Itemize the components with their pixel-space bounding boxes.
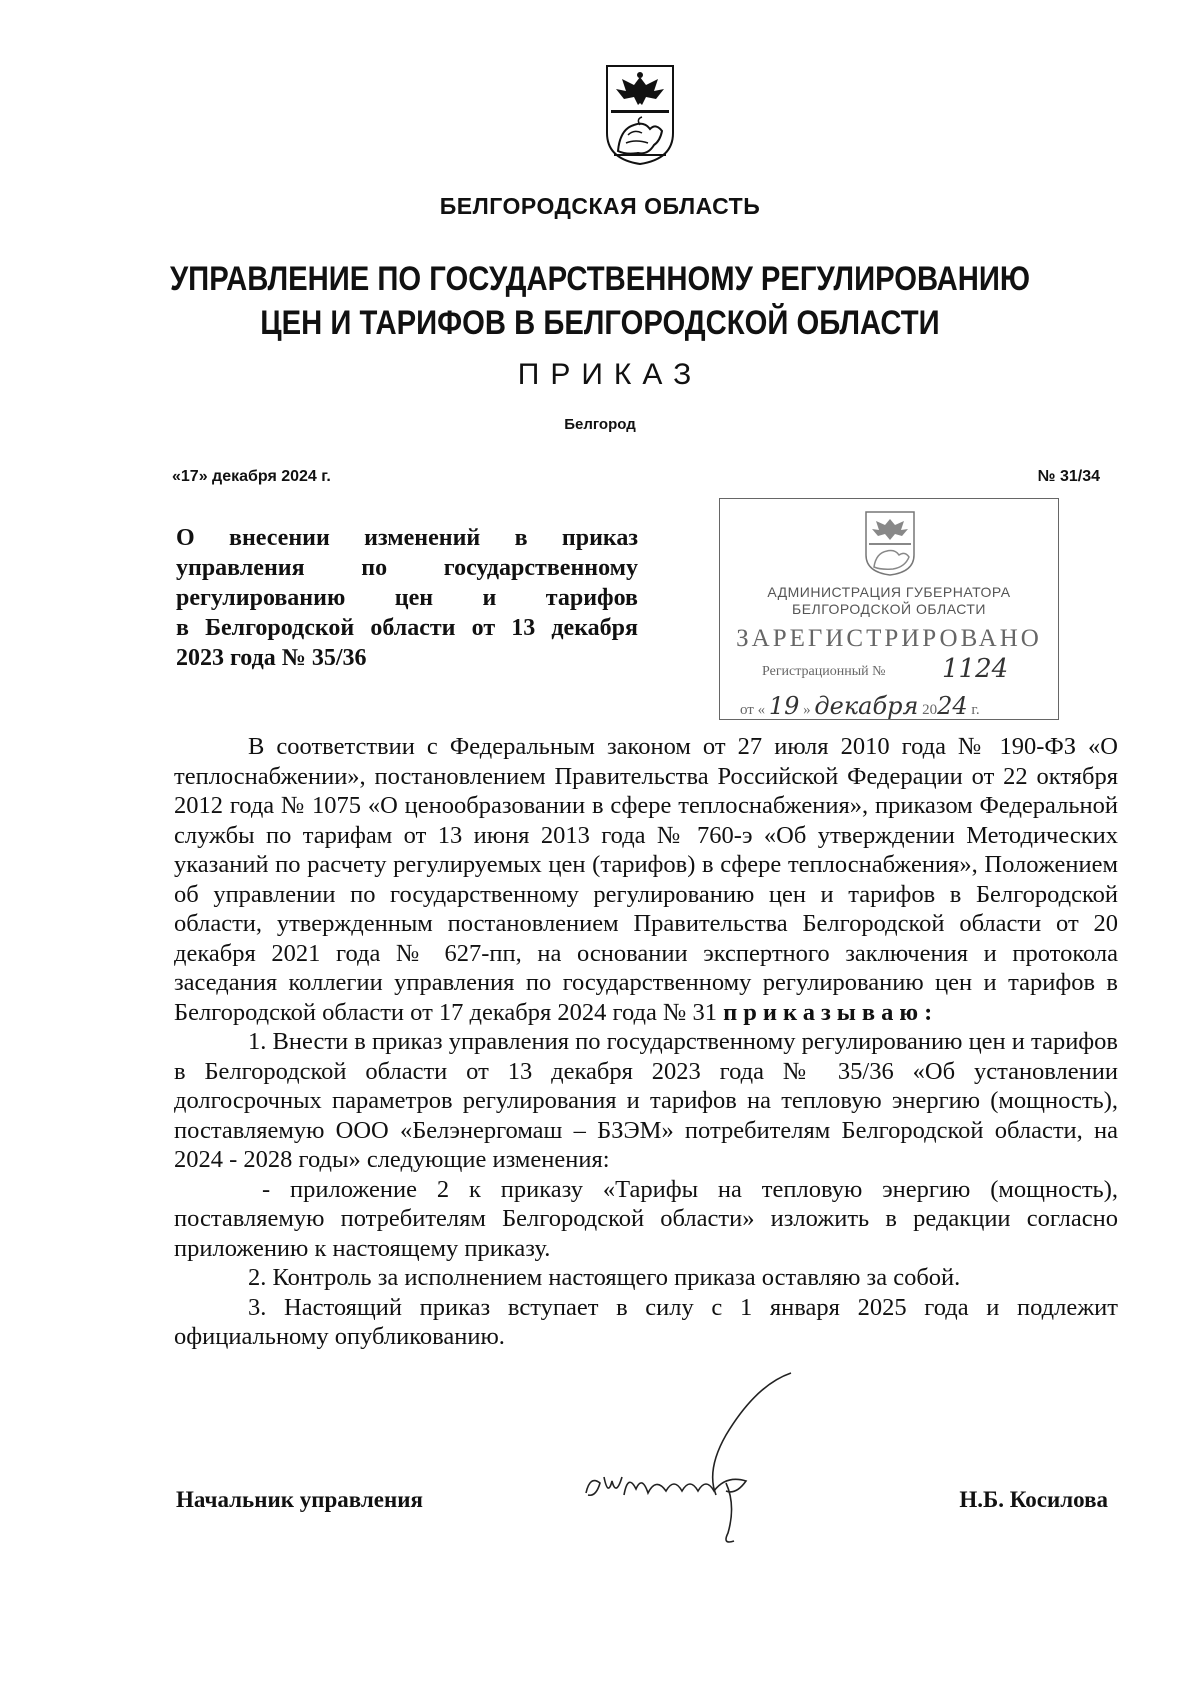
subject-line: в Белгородской области от 13 декабря: [176, 615, 638, 641]
signer-name: Н.Б. Косилова: [959, 1487, 1108, 1512]
agency-name-line2: ЦЕН И ТАРИФОВ В БЕЛГОРОДСКОЙ ОБЛАСТИ: [260, 304, 940, 342]
body-preamble: [174, 732, 1118, 1027]
stamp-registration-number: 1124: [942, 654, 1009, 684]
agency-name-line1: УПРАВЛЕНИЕ ПО ГОСУДАРСТВЕННОМУ РЕГУЛИРОВАНИЮ: [169, 260, 1031, 298]
region-title: БЕЛГОРОДСКАЯ ОБЛАСТЬ: [439, 193, 761, 219]
stamp-registration-label: Регистрационный №: [762, 664, 886, 679]
document-body: [174, 732, 1118, 1352]
document-type: ПРИКАЗ: [517, 358, 703, 391]
agency-name: [84, 257, 1116, 345]
subject-line: регулированию цен и тарифов: [176, 585, 638, 611]
subject-line: 2023 года № 35/36: [176, 645, 367, 671]
registration-stamp: [719, 498, 1059, 720]
body-item-1-sub: - приложение 2 к приказу «Тарифы на тепловую энергию (мощность), поставляемую потребителям Белгородской области» изложить в редакции согласно приложению к настоящему приказу.: [174, 1175, 1118, 1262]
stamp-emblem-icon: [863, 509, 917, 577]
stamp-day: 19: [768, 692, 800, 720]
document-subject: [176, 523, 638, 673]
handwritten-signature: [576, 1365, 876, 1565]
document-number: № 31/34: [1037, 468, 1100, 485]
stamp-month: декабря: [814, 692, 919, 720]
signer-title: Начальник управления: [176, 1487, 423, 1512]
body-item-2: 2. Контроль за исполнением настоящего приказа оставляю за собой.: [248, 1264, 961, 1291]
stamp-year-end: г.: [971, 702, 980, 718]
stamp-authority-line2: БЕЛГОРОДСКОЙ ОБЛАСТИ: [792, 601, 986, 617]
document-city: Белгород: [564, 416, 636, 433]
preamble-text: В соответствии с Федеральным законом от 27 июля 2010 года № 190-ФЗ «О теплоснабжении», постановлением Правительства Российской Федерации от 22 октября 2012 года № 1075 «О ценообразовании в сфере теплоснабжения», приказом Федеральной службы по тарифам от 13 июня 2013 года № 760-э «Об утверждении Методических указаний по расчету регулируемых цен (тарифов) в сфере теплоснабжения», Положением об управлении по государственному регулированию цен и тарифов в Белгородской области, утвержденным постановлением Правительства Белгородской области от 20 декабря 2021 года № 627-пп, на основании экспертного заключения и протокола заседания коллегии управления по государственному регулированию цен и тарифов в Белгородской области от 17 декабря 2024 года № 31: [174, 733, 1118, 1026]
stamp-registered-label: ЗАРЕГИСТРИРОВАНО: [736, 625, 1042, 652]
coat-of-arms-emblem: [604, 63, 676, 167]
stamp-year-suffix: 24: [937, 692, 968, 720]
body-item-3: 3. Настоящий приказ вступает в силу с 1 января 2025 года и подлежит официальному опубликованию.: [174, 1293, 1118, 1350]
body-item-1: 1. Внести в приказ управления по государственному регулированию цен и тарифов в Белгородской области от 13 декабря 2023 года № 35/36 «Об установлении долгосрочных параметров регулирования и тарифов на тепловую энергию (мощность), поставляемую ООО «Белэнергомаш – БЗЭМ» потребителям Белгородской области, на 2024 - 2028 годы» следующие изменения:: [174, 1028, 1118, 1173]
subject-line: О внесении изменений в приказ: [176, 525, 638, 551]
stamp-date-prefix: от «: [740, 702, 766, 718]
subject-line: управления по государственному: [176, 555, 638, 581]
document-date: «17» декабря 2024 г.: [172, 468, 331, 485]
stamp-authority-line1: АДМИНИСТРАЦИЯ ГУБЕРНАТОРА: [767, 584, 1011, 600]
stamp-date-mid: »: [803, 702, 811, 718]
order-word: приказываю:: [723, 998, 939, 1026]
stamp-date: [740, 692, 980, 720]
stamp-year-prefix: 20: [922, 702, 938, 718]
